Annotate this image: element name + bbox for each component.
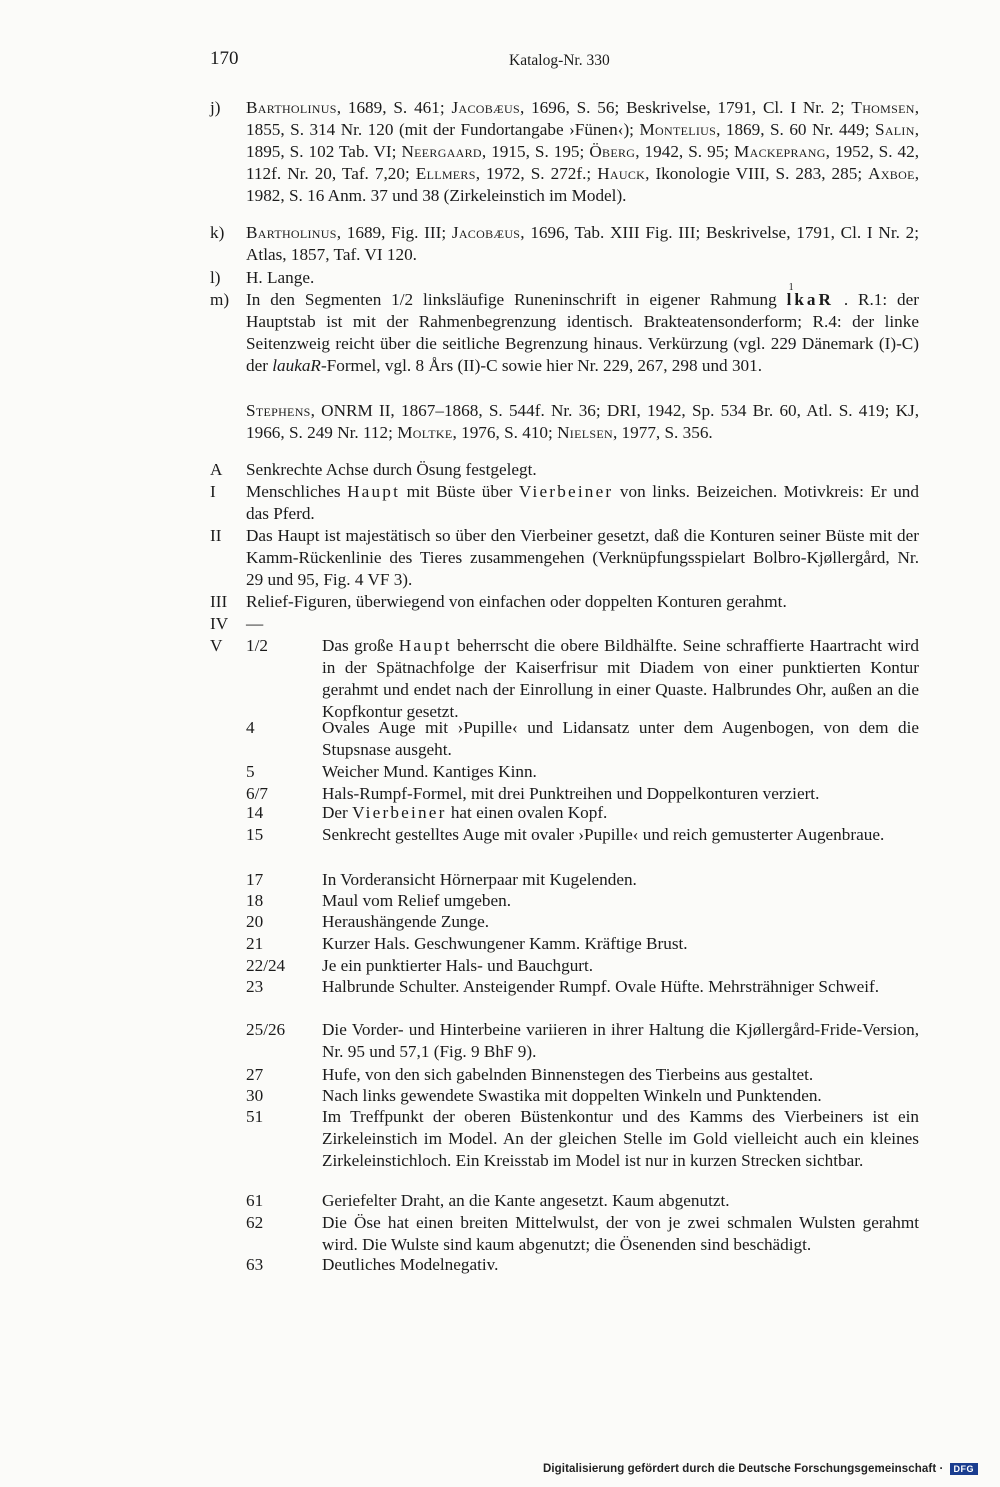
detail-number: 20 xyxy=(246,912,264,931)
dfg-logo: DFG xyxy=(950,1463,979,1475)
detail-number: 14 xyxy=(246,803,264,822)
detail-number: 25/26 xyxy=(246,1020,286,1039)
detail-text: Nach links gewendete Swastika mit doppelten Winkeln und Punktenden. xyxy=(322,1086,822,1105)
detail-text: Je ein punktierter Hals- und Bauchgurt. xyxy=(322,956,594,975)
detail-text: Geriefelter Draht, an die Kante angesetzt. Kaum abgenutzt. xyxy=(322,1191,730,1210)
detail-text: Die Öse hat einen breiten Mittelwulst, der von je zwei schmalen Wulsten gerahmt wird. Die Wulste sind kaum abgenutzt; die Ösenenden sind beschädigt. xyxy=(322,1213,919,1254)
detail-number: 5 xyxy=(246,762,255,781)
reference-k: Bartholinus, 1689, Fig. III; Jacobæus, 1696, Tab. XIII Fig. III; Beskrivelse, 1791, Cl. I Nr. 2; Atlas, 1857, Taf. VI 120. xyxy=(246,223,919,264)
analysis-a: Senkrechte Achse durch Ösung festgelegt. xyxy=(246,460,537,479)
footer-text: Digitalisierung gefördert durch die Deutsche Forschungsgemeinschaft · xyxy=(542,1463,944,1475)
detail-text: Halbrunde Schulter. Ansteigender Rumpf. Ovale Hüfte. Mehrsträhniger Schweif. xyxy=(322,977,880,996)
reference-l: H. Lange. xyxy=(246,268,315,287)
detail-text: Im Treffpunkt der oberen Büstenkontur und des Kamms des Vierbeiners ist ein Zirkeleinstich im Model. An der gleichen Stelle im Gold vielleicht auch ein kleines Zirkeleinstichloch. Ein Kreisstab im Model ist nur in kurzen Strecken sichtbar. xyxy=(322,1107,919,1170)
detail-number: 21 xyxy=(246,934,264,953)
detail-number: 30 xyxy=(246,1086,264,1105)
running-head: Katalog-Nr. 330 xyxy=(509,52,610,69)
analysis-label-iii: III xyxy=(210,592,228,611)
detail-number: 61 xyxy=(246,1191,264,1210)
page-number: 170 xyxy=(210,48,239,69)
detail-text: Deutliches Modelnegativ. xyxy=(322,1255,499,1274)
digitization-credit xyxy=(543,1463,978,1475)
analysis-iv: — xyxy=(246,614,264,633)
detail-number: 63 xyxy=(246,1255,264,1274)
detail-number: 1/2 xyxy=(246,636,268,655)
detail-number: 62 xyxy=(246,1213,264,1232)
analysis-label-iv: IV xyxy=(210,614,229,633)
detail-text: In Vorderansicht Hörnerpaar mit Kugelenden. xyxy=(322,870,637,889)
detail-number: 6/7 xyxy=(246,784,268,803)
detail-number: 51 xyxy=(246,1107,264,1126)
analysis-label-a: A xyxy=(210,460,223,479)
analysis-i: Menschliches Haupt mit Büste über Vierbeiner von links. Beizeichen. Motivkreis: Er und das Pferd. xyxy=(246,482,919,523)
rune-inscription: 1 lkaR xyxy=(786,282,834,309)
analysis-label-i: I xyxy=(210,482,216,501)
detail-text: Hufe, von den sich gabelnden Binnenstegen des Tierbeins aus gestaltet. xyxy=(322,1065,814,1084)
detail-number: 15 xyxy=(246,825,264,844)
detail-number: 18 xyxy=(246,891,264,910)
detail-number: 27 xyxy=(246,1065,264,1084)
detail-text: Maul vom Relief umgeben. xyxy=(322,891,512,910)
reference-label-k: k) xyxy=(210,223,225,242)
reference-label-j: j) xyxy=(210,98,221,117)
reference-label-l: l) xyxy=(210,268,221,287)
detail-number: 17 xyxy=(246,870,264,889)
detail-number: 4 xyxy=(246,718,255,737)
detail-text: Ovales Auge mit ›Pupille‹ und Lidansatz unter dem Augenbogen, von dem die Stupsnase ausgeht. xyxy=(322,718,919,759)
detail-number: 23 xyxy=(246,977,264,996)
analysis-label-ii: II xyxy=(210,526,222,545)
detail-text: Die Vorder- und Hinterbeine variieren in ihrer Haltung die Kjøllergård-Fride-Version, Nr. 95 und 57,1 (Fig. 9 BhF 9). xyxy=(322,1020,919,1061)
detail-number: 22/24 xyxy=(246,956,286,975)
analysis-label-v: V xyxy=(210,636,223,655)
detail-text: Hals-Rumpf-Formel, mit drei Punktreihen und Doppelkonturen verziert. xyxy=(322,784,820,803)
reference-m: In den Segmenten 1/2 linksläufige Runeninschrift in eigener Rahmung 1 lkaR . R.1: der Hauptstab ist mit der Rahmenbegrenzung identisch. Brakteatensonderform; R.4: der linke Seitenzweig reicht über die seitliche Begrenzung hinaus. Verkürzung (vgl. 229 Dänemark (I)-C) der laukaR-Formel, vgl. 8 Års (II)-C sowie hier Nr. 229, 267, 298 und 301. xyxy=(246,282,919,375)
reference-label-m: m) xyxy=(210,290,230,309)
detail-text: Weicher Mund. Kantiges Kinn. xyxy=(322,762,537,781)
detail-text: Kurzer Hals. Geschwungener Kamm. Kräftige Brust. xyxy=(322,934,688,953)
detail-text: Senkrecht gestelltes Auge mit ovaler ›Pupille‹ und reich gemusterter Augenbraue. xyxy=(322,825,885,844)
reference-m-runology: Stephens, ONRM II, 1867–1868, S. 544f. Nr. 36; DRI, 1942, Sp. 534 Br. 60, Atl. S. 419; KJ, 1966, S. 249 Nr. 112; Moltke, 1976, S. 410; Nielsen, 1977, S. 356. xyxy=(246,401,919,442)
detail-text: Das große Haupt beherrscht die obere Bildhälfte. Seine schraffierte Haartracht wird in der Spätnachfolge der Kaiserfrisur mit Diadem von einer punktierten Kontur gerahmt und endet nach der Einrollung in einer Quaste. Halbrundes Ohr, außen an die Kopfkontur gesetzt. xyxy=(322,636,919,721)
detail-text: Der Vierbeiner hat einen ovalen Kopf. xyxy=(322,803,608,822)
detail-text: Heraushängende Zunge. xyxy=(322,912,490,931)
reference-j: Bartholinus, 1689, S. 461; Jacobæus, 1696, S. 56; Beskrivelse, 1791, Cl. I Nr. 2; Thomsen, 1855, S. 314 Nr. 120 (mit der Fundortangabe ›Fünen‹); Montelius, 1869, S. 60 Nr. 449; Salin, 1895, S. 102 Tab. VI; Neergaard, 1915, S. 195; Öberg, 1942, S. 95; Mackeprang, 1952, S. 42, 112f. Nr. 20, Taf. 7,20; Ellmers, 1972, S. 272f.; Hauck, Ikonologie VIII, S. 283, 285; Axboe, 1982, S. 16 Anm. 37 und 38 (Zirkeleinstich im Model). xyxy=(246,98,920,205)
analysis-iii: Relief-Figuren, überwiegend von einfachen oder doppelten Konturen gerahmt. xyxy=(246,592,787,611)
analysis-ii: Das Haupt ist majestätisch so über den Vierbeiner gesetzt, daß die Konturen seiner Büste mit der Kamm-Rückenlinie des Tieres zusammengehen (Verknüpfungsspielart Bolbro-Kjøllergård, Nr. 29 und 95, Fig. 4 VF 3). xyxy=(246,526,919,589)
